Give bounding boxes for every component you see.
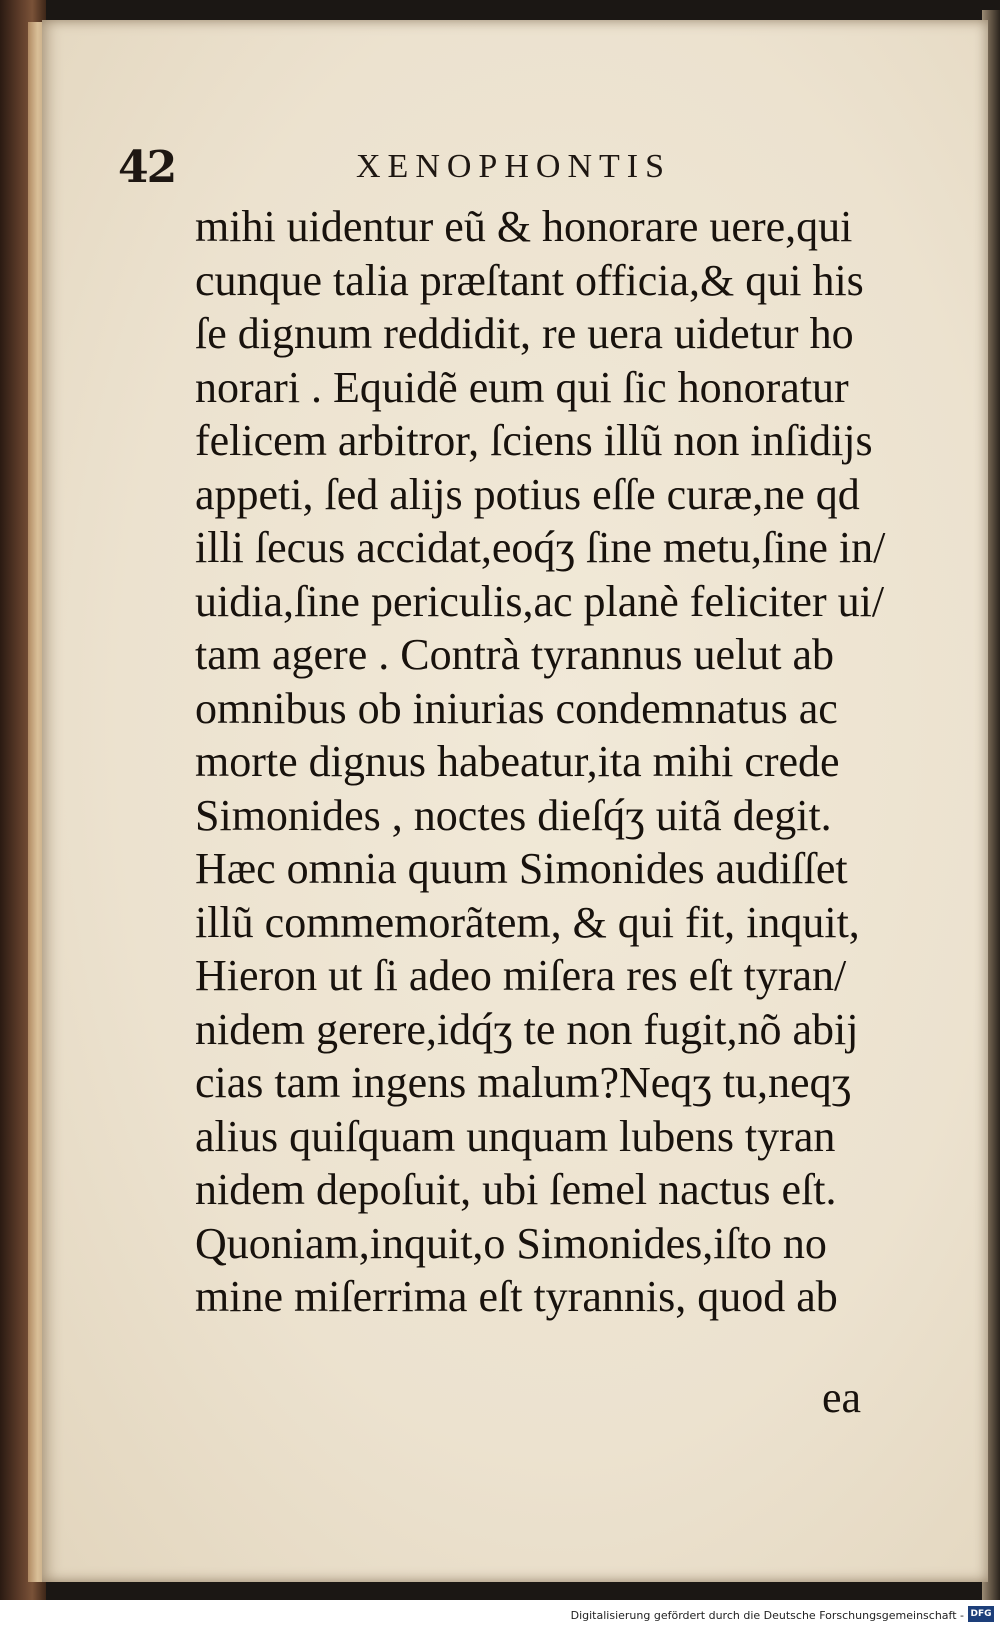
text-line: uidia,ſine periculis,ac planè feliciter ui/ (195, 576, 885, 626)
running-head: XENOPHONTIS (356, 148, 671, 185)
text-line: cunque talia præſtant officia,& qui his (195, 255, 864, 305)
text-line: appeti, ſed alijs potius eſſe curæ,ne qd (195, 469, 860, 519)
text-line: ſe dignum reddidit, re uera uidetur ho (195, 309, 854, 358)
text-line: Hieron ut ſi adeo miſera res eſt tyran/ (195, 951, 847, 1000)
text-line: tam agere . Contrà tyrannus uelut ab (195, 630, 835, 679)
text-line: norari . Equidẽ eum qui ſic honoratur (195, 362, 849, 412)
text-line: mihi uidentur eũ & honorare uere,qui (195, 202, 853, 251)
text-line: omnibus ob iniurias condemnatus ac (195, 683, 838, 733)
catchword: ea (822, 1373, 862, 1422)
text-line: mine miſerrima eſt tyrannis, quod ab (195, 1272, 838, 1321)
text-line: alius quiſquam unquam lubens tyran (195, 1111, 836, 1161)
footer-bar (0, 1600, 1000, 1631)
funding-credit: Digitalisierung gefördert durch die Deutsche Forschungsgemeinschaft - (570, 1609, 964, 1622)
text-line: Quoniam,inquit,o Simonides,iſto no (195, 1218, 827, 1268)
text-line: felicem arbitror, ſciens illũ non inſidijs (195, 416, 873, 465)
text-line: Simonides , noctes dieſq́ʒ uitã degit. (195, 790, 832, 840)
dfg-logo: DFG (968, 1606, 994, 1622)
text-line: cias tam ingens malum?Neqʒ tu,neqʒ (195, 1058, 852, 1107)
text-line: Hæc omnia quum Simonides audiſſet (195, 844, 848, 893)
text-line: nidem depoſuit, ubi ſemel nactus eſt. (195, 1165, 837, 1214)
text-line: illũ commemorãtem, & qui fit, inquit, (195, 897, 860, 947)
text-line: nidem gerere,idq́ʒ te non fugit,nõ abij (195, 1004, 859, 1054)
text-line: illi ſecus accidat,eoq́ʒ ſine metu,ſine in/ (195, 523, 886, 572)
body-text (195, 200, 915, 1324)
text-line: morte dignus habeatur,ita mihi crede (195, 737, 840, 786)
page-number: 42 (118, 142, 176, 193)
